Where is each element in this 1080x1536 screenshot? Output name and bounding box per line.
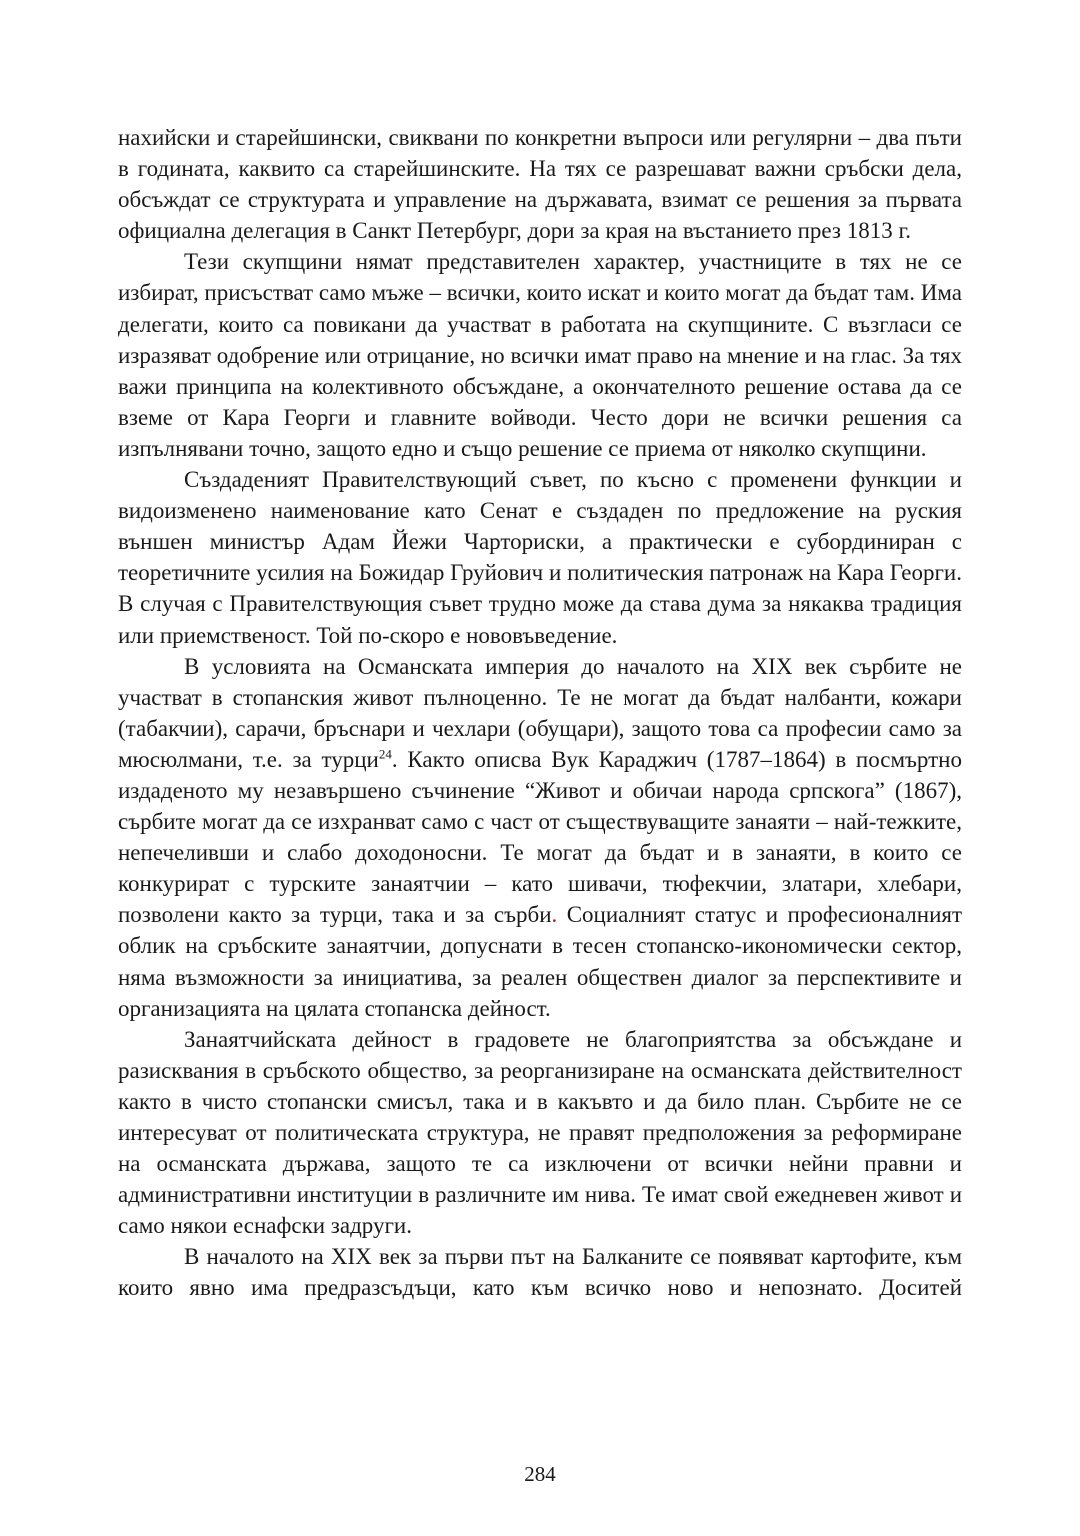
paragraph-5: Занаятчийската дейност в градовете не благоприятства за обсъждане и разисквания в сръбското общество, за реорганизиране на османската действителност както в чисто стопански смисъл, така и в какъвто и да било план. Сърбите не се интересуват от политическата структура, не правят предположения за реформиране на османската държава, защото те са изключени от всички нейни правни и административни институции в различните им нива. Те имат свой ежедневен живот и само някои еснафски задруги. xyxy=(118,1026,962,1239)
paragraph-4-part-a: В условията на Османската империя до началото на XIX век сърбите не участват в стопанския живот пълноценно. Те не могат да бъдат налбанти, кожари (табакчии), сарачи, бръснари и чехлари (обущари), защото това са професии само за мюсюлмани, т.е. за турци xyxy=(118,653,962,772)
paragraph-6: В началото на XIX век за първи път на Балканите се появяват картофите, към които явно има предразсъдъци, като към всичко ново и непознато. Доситей xyxy=(118,1244,962,1301)
paragraph-1: нахийски и старейшински, свиквани по конкретни въпроси или регулярни – два пъти в годината, каквито са старейшинските. На тях се разрешават важни сръбски дела, обсъждат се структурата и управление на държавата, взимат се решения за първата официална делегация в Санкт Петербург, дори за края на въстанието през 1813 г. xyxy=(118,125,962,244)
paragraph-4 xyxy=(118,651,962,1024)
paragraph-4-part-d: Социалният статус и професионалният облик на сръбските занаятчии, допуснати в тесен стопанско-икономически сектор, няма възможности за инициатива, за реален обществен диалог за перспективите и организацията на цялата стопанска дейност. xyxy=(118,902,963,1021)
paragraph-4-part-b: . Както описва Вук Караджич (1787–1864) в посмъртно издаденото му незавършено съчинение “Живот и обичаи народа српскога” (1867), сърбите могат да се изхранват само с част от съществуващите занаяти – най-тежките, непечеливши и слабо доходоносни. Те могат да бъдат и в занаяти, в които се конкурират с турските занаятчии – като шивачи, тюфекчии, златари, хлебари, позволени както за турци, така и за сърби xyxy=(118,746,962,928)
page-body xyxy=(118,122,962,1304)
page-number: 284 xyxy=(524,1462,556,1486)
footnote-ref-24: 24 xyxy=(378,746,392,762)
paragraph-2: Тези скупщини нямат представителен характер, участниците в тях не се избират, присъстват само мъже – всички, които искат и които могат да бъдат там. Има делегати, които са повикани да участват в работата на скупщините. С възгласи се изразяват одобрение или отрицание, но всички имат право на мнение и на глас. За тях важи принципа на колективното обсъждане, а окончателното решение остава да се вземе от Кара Георги и главните войводи. Често дори не всички решения са изпълнявани точно, защото едно и също решение се приема от няколко скупщини. xyxy=(118,249,962,461)
paragraph-3: Създаденият Правителствующий съвет, по късно с променени функции и видоизменено наименование като Сенат е създаден по предложение на руския външен министър Адам Йежи Чарториски, а практически е субординиран с теоретичните усилия на Божидар Груйович и политическия патронаж на Кара Георги. В случая с Правителствующия съвет трудно може да става дума за някаква традиция или приемственост. Той по-скоро е нововъведение. xyxy=(118,467,962,648)
paragraph-4-red-period: . xyxy=(551,902,558,928)
